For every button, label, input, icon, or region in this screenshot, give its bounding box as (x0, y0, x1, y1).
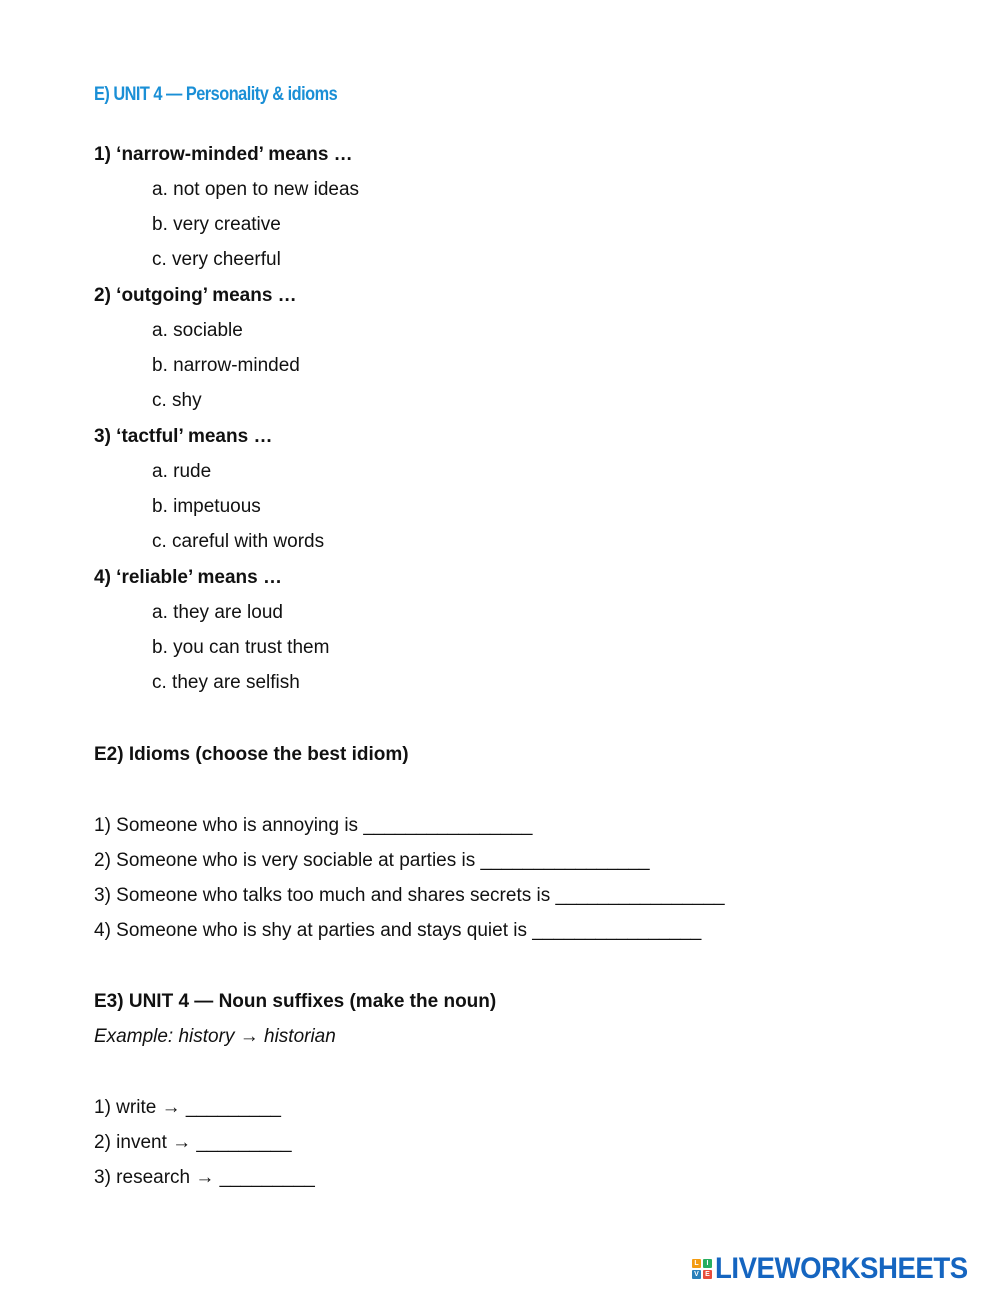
option-2a[interactable]: a. sociable (152, 320, 243, 341)
worksheet-title: E) UNIT 4 — Personality & idioms (94, 84, 338, 105)
idiom-item-3[interactable]: 3) Someone who talks too much and shares secrets is ________________ (94, 885, 725, 906)
option-3c[interactable]: c. careful with words (152, 531, 325, 552)
question-4: 4) ‘reliable’ means … (94, 567, 282, 588)
option-4a[interactable]: a. they are loud (152, 602, 283, 623)
logo-letter-i: I (703, 1259, 712, 1268)
option-2b[interactable]: b. narrow-minded (152, 355, 300, 376)
section3-example: Example: history → historian (94, 1026, 336, 1047)
question-1: 1) ‘narrow-minded’ means … (94, 144, 353, 165)
idiom-item-1[interactable]: 1) Someone who is annoying is ________________ (94, 815, 533, 836)
idiom-item-4[interactable]: 4) Someone who is shy at parties and stays quiet is ________________ (94, 920, 702, 941)
option-1a[interactable]: a. not open to new ideas (152, 179, 360, 200)
option-1c[interactable]: c. very cheerful (152, 249, 281, 270)
question-3: 3) ‘tactful’ means … (94, 426, 273, 447)
logo-mark-icon (692, 1259, 712, 1279)
suffix-item-2[interactable]: 2) invent → _________ (94, 1132, 292, 1153)
section2-heading: E2) Idioms (choose the best idiom) (94, 744, 409, 765)
idiom-item-2[interactable]: 2) Someone who is very sociable at parties is ________________ (94, 850, 650, 871)
option-4b[interactable]: b. you can trust them (152, 637, 330, 658)
logo-letter-v: V (692, 1270, 701, 1279)
section3-heading: E3) UNIT 4 — Noun suffixes (make the noun) (94, 991, 497, 1012)
option-3a[interactable]: a. rude (152, 461, 212, 482)
option-2c[interactable]: c. shy (152, 390, 202, 411)
option-3b[interactable]: b. impetuous (152, 496, 261, 517)
logo-letter-e: E (703, 1270, 712, 1279)
liveworksheets-logo (692, 1254, 990, 1284)
logo-letter-l: L (692, 1259, 701, 1268)
logo-text: LIVEWORKSHEETS (715, 1252, 968, 1285)
question-2: 2) ‘outgoing’ means … (94, 285, 297, 306)
suffix-item-1[interactable]: 1) write → _________ (94, 1097, 281, 1118)
option-4c[interactable]: c. they are selfish (152, 672, 300, 693)
option-1b[interactable]: b. very creative (152, 214, 281, 235)
suffix-item-3[interactable]: 3) research → _________ (94, 1167, 315, 1188)
